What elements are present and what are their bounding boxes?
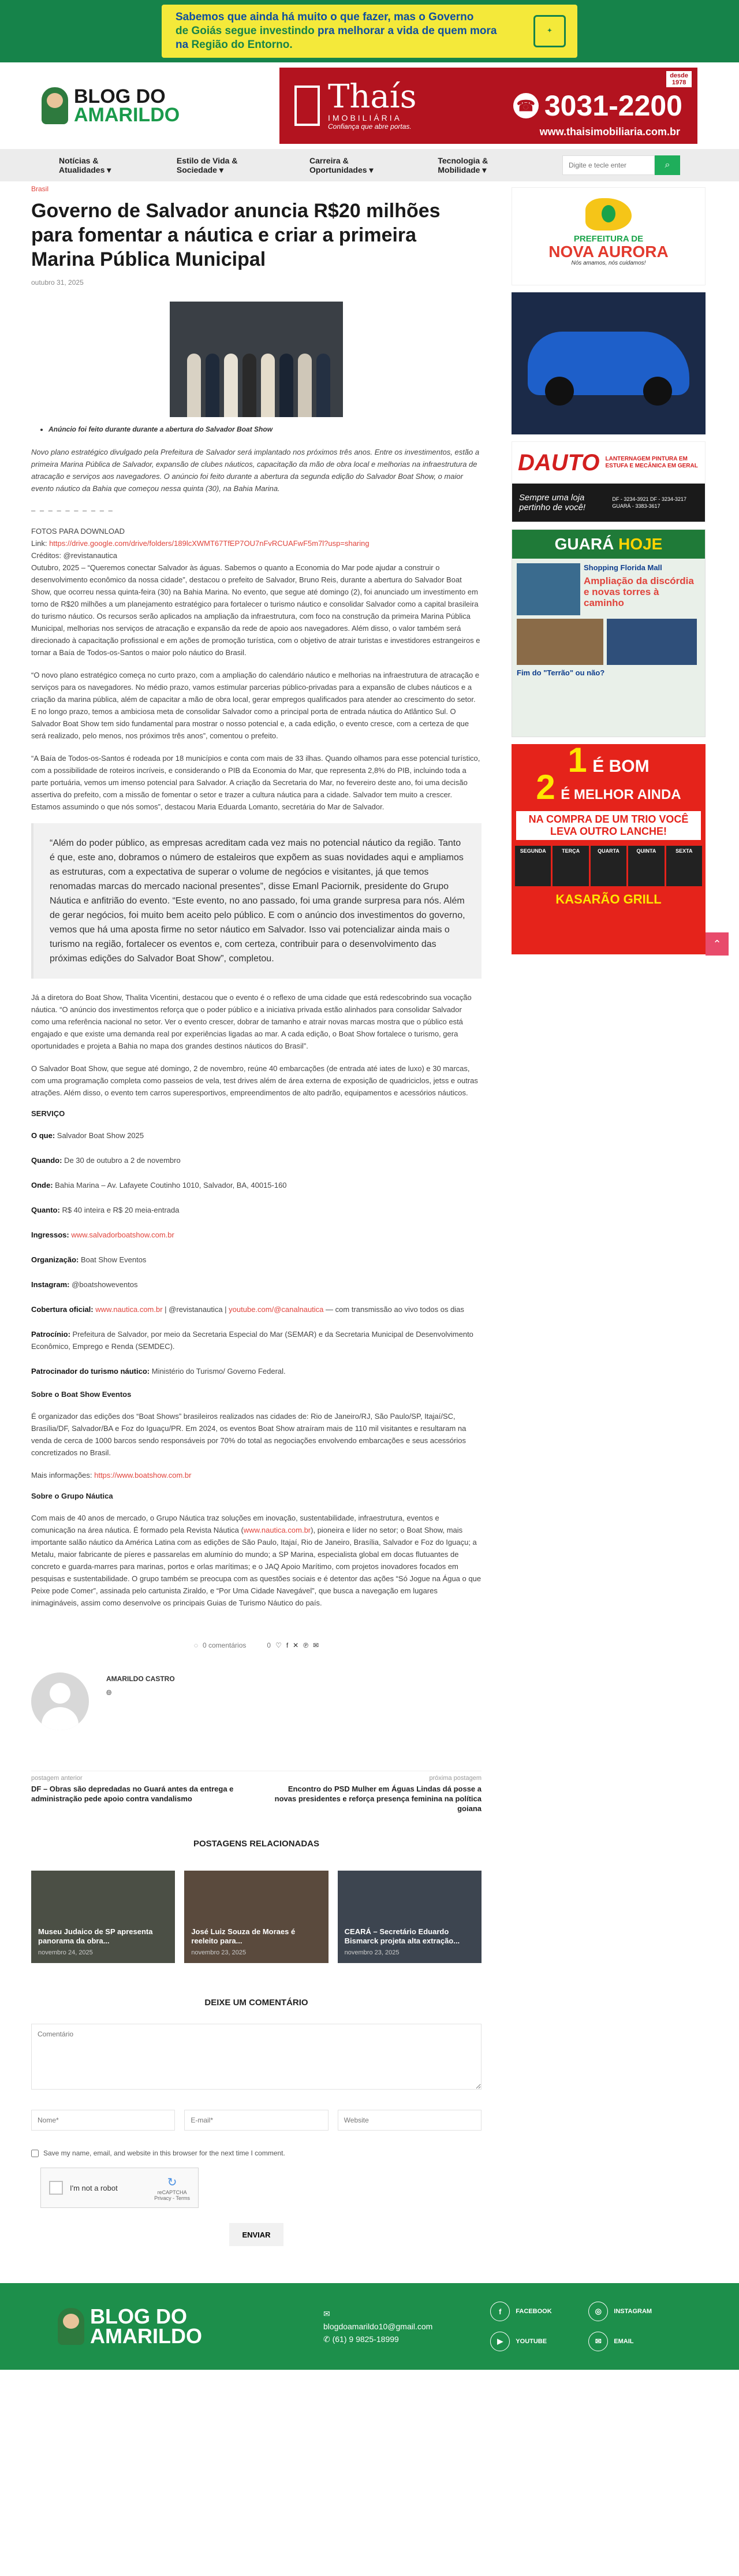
government-ad-text: Sabemos que ainda há muito o que fazer, mas o Governo de Goiás segue investindo pra melhorar a vida de quem mora na Região do Entorno. <box>176 11 497 51</box>
mascot-icon <box>58 2308 84 2345</box>
related-card[interactable] <box>184 1871 328 1963</box>
email-icon: ✉ <box>588 2332 608 2351</box>
guara-photo <box>517 619 603 665</box>
service-where: Onde: Bahia Marina – Av. Lafayete Coutinho 1010, Salvador, BA, 40015-160 <box>31 1181 287 1190</box>
nav-item-estilo[interactable]: Estilo de Vida & Sociedade ▾ <box>176 155 238 174</box>
instagram-icon: ◎ <box>588 2302 608 2321</box>
next-post-title: Encontro do PSD Mulher em Águas Lindas dá posse a novas presidentes e reforça presença feminina na política goiana <box>274 1785 482 1813</box>
article-paragraph-3: “A Baía de Todos-os-Santos é rodeada por 18 municípios e conta com mais de 33 ilhas. Quando olhamos para esse potencial turístico, com a possibilidade de roteiros incríveis, e considerando o PIB da Economia do Mar, que representa 2,8% do PIB, incluindo toda a parte portuária, vemos um imenso potencial para Salvador. A criação da Secretaria do Mar, no fevereiro deste ano, foi uma decisão assertiva do prefeito, com a missão de fomentar o setor e trazer a cultura náutica para a cidade. Salvador tem muito a crescer. Estamos assumindo o que nós somos”, destacou Maria Eduarda Lomanto, secretária do Mar de Salvador. <box>31 754 480 811</box>
site-logo-text: BLOG DO AMARILDO <box>74 86 180 126</box>
footer-social <box>490 2302 686 2351</box>
recaptcha-label: I'm not a robot <box>70 2183 118 2192</box>
site-header <box>0 62 739 149</box>
guara-hoje-masthead: GUARÁ HOJE <box>512 530 705 559</box>
tickets-link[interactable]: www.salvadorboatshow.com.br <box>69 1231 174 1239</box>
service-coverage: Cobertura oficial: www.nautica.com.br | @revistanautica | youtube.com/@canalnautica — com transmissão ao vivo todos os dias <box>31 1305 464 1314</box>
drive-link[interactable]: https://drive.google.com/drive/folders/189lcXWMT67TfEP7OU7nFvRCUAFwF5m7l?usp=sharing <box>49 539 370 548</box>
dauto-slogan: Sempre uma loja pertinho de você! <box>519 493 586 512</box>
footer-contact <box>323 2307 432 2345</box>
share-count: 0 <box>267 1641 271 1649</box>
article-quote: “Além do poder público, as empresas acreditam cada vez mais no potencial náutico da região. Tanto é que, este ano, dobramos o número de estaleiros que expõem as suas novidades aqui e ampliamos as estruturas, com a expectativa de superar o volume de negócios e visitantes, já que temos renomadas marcas do mercado nacional presentes”, disse Emanl Paciornik, presidente do Grupo Náutica e anfitrião do evento. “Este evento, no ano passado, foi uma grande surpresa para nós. Além de gerar negócios, foi muito bem aceito pelo público. E com o anúncio dos investimentos do governo, vemos que há uma aposta firme no setor náutico em Salvador. Isso vai potencializar ainda mais o turismo na região, fortalecer os eventos e, com certeza, contribuir para o desenvolvimento das próximas edições do Salvador Boat Show”, completou. <box>31 823 482 979</box>
search-box <box>562 155 680 175</box>
bom-day: QUARTA <box>591 846 626 886</box>
service-title: SERVIÇO <box>31 1109 65 1118</box>
service-what: O que: Salvador Boat Show 2025 <box>31 1131 144 1140</box>
prev-post-title: DF – Obras são depredadas no Guará antes da entrega e administração pede apoio contra vandalismo <box>31 1785 234 1803</box>
service-sponsorship: Patrocínio: Prefeitura de Salvador, por meio da Secretaria Especial do Mar (SEMAR) e da Secretaria Municipal de Desenvolvimento Econômico, Emprego e Renda (SEMDEC). <box>31 1330 473 1351</box>
guara-headline-1: Shopping Florida Mall <box>584 563 662 572</box>
bom-day: SEXTA <box>666 846 702 886</box>
bom-line-1: 1 É BOM <box>568 744 650 779</box>
recaptcha-checkbox[interactable] <box>49 2181 63 2195</box>
real-estate-ad[interactable] <box>279 68 697 144</box>
footer-facebook[interactable]: f FACEBOOK <box>490 2302 588 2321</box>
comment-fields <box>31 2110 482 2131</box>
submit-comment-button[interactable]: ENVIAR <box>229 2223 283 2246</box>
bom-promo: NA COMPRA DE UM TRIO VOCÊ LEVA OUTRO LANCHE! <box>516 811 701 840</box>
about-boatshow-title: Sobre o Boat Show Eventos <box>31 1390 132 1399</box>
car-image <box>528 332 689 395</box>
comments-count[interactable]: 0 comentários <box>203 1641 247 1649</box>
related-card-date: novembro 23, 2025 <box>191 1949 247 1956</box>
sidebar <box>512 181 706 2283</box>
article-paragraph-5: O Salvador Boat Show, que segue até domingo, 2 de novembro, reúne 40 embarcações (de entrada até iates de luxo) e 30 marcas, com uma programação completa como passeios de vela, test drives além de área externa de exposição de quadriciclos, jetss e outras atrações. Além disso, o evento tem carros superesportivos, empreendimentos de alto padrão, equipamentos e acessórios náuticos. <box>31 1064 478 1097</box>
content-wrapper <box>0 181 739 2283</box>
article-paragraph-4: Já a diretora do Boat Show, Thalita Vicentini, destacou que o evento é o reflexo de uma cidade que está redescobrindo sua vocação náutica. “O anúncio dos investimentos reforça que o poder público e a iniciativa privada estão alinhados para consolidar Salvador como uma referência nacional no setor. Ver o evento crescer, dobrar de tamanho e atrair novas marcas mostra que o público está engajado e que existe uma demanda real por experiências ligadas ao mar. A cada edição, o Boat Show fortalece o turismo, gera oportunidades e projeta a Bahia no mapa dos grandes destinos náuticos do Brasil”. <box>31 993 472 1050</box>
chevron-down-icon: ▾ <box>219 165 223 174</box>
top-banner-bar <box>0 0 739 62</box>
related-card-date: novembro 24, 2025 <box>38 1949 93 1956</box>
service-organizer: Organização: Boat Show Eventos <box>31 1255 147 1264</box>
guara-hoje-ad[interactable] <box>512 529 706 737</box>
search-icon: ⌕ <box>665 160 670 170</box>
phone-icon: ☎ <box>513 93 539 118</box>
article-paragraph-1: Outubro, 2025 – “Queremos conectar Salvador às águas. Sabemos o quanto a Economia do Mar pode ajudar a construir o desenvolvimento econômico da nossa cidade”, destacou o prefeito de Salvador, Bruno Reis, durante a abertura do Salvador Boat Show, que ocorreu nessa quinta-feira (30) na Bahia Marina. No evento, que segue até domingo (2), foi anunciado um investimento em torno de R$20 milhões a um planejamento estratégico para fortalecer o turismo náutico e consolidar Salvador como a capital brasileira do turismo náutico. Os recursos serão aplicados na ampliação da infraestrutura, com foco na construção da primeira Marina Pública Municipal, melhorias nos serviços de atracação e expansão da rede de apoio aos navegadores. Além disso, o valor também será direcionado à capacitação profissional e em ações de promoção turística, com o objetivo de atrair turistas e investidores estrangeiros e tornar a Baía de Todos-os-Santos o maior polo náutico do Brasil. <box>31 563 480 657</box>
guara-photo <box>607 619 697 665</box>
footer-email[interactable]: blogdoamarildo10@gmail.com <box>323 2322 433 2331</box>
imob-since-badge: desde 1978 <box>666 71 692 87</box>
prev-post-label: postagem anterior <box>31 1775 83 1782</box>
mascot-icon <box>42 87 68 124</box>
dauto-sub: LANTERNAGEM PINTURA EM ESTUFA E MECÂNICA EM GERAL <box>605 456 698 469</box>
related-card-date: novembro 23, 2025 <box>344 1949 400 1956</box>
prev-post[interactable] <box>31 1775 239 1813</box>
email-icon[interactable]: ✉ <box>313 1641 319 1649</box>
service-tickets: Ingressos: www.salvadorboatshow.com.br <box>31 1231 174 1239</box>
imob-site: www.thaisimobiliaria.com.br <box>539 126 680 137</box>
photo-caption: • Anúncio foi feito durante durante a abertura do Salvador Boat Show <box>48 425 482 433</box>
about-nautica-text: Com mais de 40 anos de mercado, o Grupo Náutica traz soluções em inovação, sustentabilidade, infraestrutura, eventos e comunicação na área náutica. É formado pela Revista Náutica (www.nautica.com.br), pioneira e líder no setor; o Boat Show, mais importante salão náutico da América Latina com as edições de São Paulo, Itajaí, Rio de Janeiro, Brasília, Salvador e Foz do Iguaçu; a Metalu, maior fabricante de píeres e passarelas em alumínio do mundo; a SP Marina, especialista global em docas flutuantes de concreto e guarda-marres para marinas, portos e orlas marítimas; e o JAQ Apoio Marítimo, com projetos inovadores focados em pesquisas e sustentabilidade. O grupo também se preocupa com as questões sociais e é detentor das ações “Só Jogue na Água o que Peixe pode Comer”, assinada pelo cartunista Ziraldo, e “Por Uma Cidade Navegável”, que busca a navegação em lugares inimagináveis, assim como desenvolve os principais Guias de Turismo Náutico do país. <box>31 1514 482 1607</box>
site-logo[interactable] <box>42 87 180 124</box>
bom-brand: KASARÃO GRILL <box>555 892 662 906</box>
guara-headline-3: Fim do "Terrão" ou não? <box>517 668 605 677</box>
bom-day: TERÇA <box>553 846 588 886</box>
related-card-title: José Luiz Souza de Moraes é reeleito para... <box>191 1927 296 1945</box>
imob-phone: ☎ 3031-2200 <box>513 89 682 122</box>
email-field[interactable] <box>184 2110 328 2131</box>
website-field[interactable] <box>338 2110 482 2131</box>
related-card-title: Museu Judaico de SP apresenta panorama da obra... <box>38 1927 153 1945</box>
chevron-down-icon: ▾ <box>107 165 111 174</box>
heart-icon[interactable]: ♡ <box>275 1641 282 1649</box>
goias-seal-logo: ✦ <box>533 15 566 47</box>
map-icon <box>585 198 632 231</box>
chevron-down-icon: ▾ <box>369 165 374 174</box>
search-button[interactable] <box>655 155 680 175</box>
save-info-checkbox[interactable] <box>31 2150 39 2157</box>
service-when: Quando: De 30 de outubro a 2 de novembro <box>31 1156 181 1165</box>
facebook-icon: f <box>490 2302 510 2321</box>
bom-day: QUINTA <box>628 846 664 886</box>
boatshow-link[interactable]: https://www.boatshow.com.br <box>92 1471 192 1480</box>
article-date: outubro 31, 2025 <box>31 278 84 287</box>
main-nav <box>0 149 739 181</box>
nova-aurora-t3: Nós amamos, nós cuidamos! <box>571 260 646 266</box>
nav-item-tecnologia[interactable]: Tecnologia & Mobilidade ▾ <box>438 155 488 174</box>
link-label: Link: <box>31 539 50 548</box>
comment-form-title: DEIXE UM COMENTÁRIO <box>204 1998 308 2008</box>
author-box <box>31 1672 482 1730</box>
footer-phone[interactable]: (61) 9 9825-18999 <box>332 2335 399 2344</box>
chevron-up-icon: ⌃ <box>712 938 722 950</box>
imob-tagline: Confiança que abre portas. <box>328 122 412 131</box>
separator-dashes: – – – – – – – – – – <box>31 506 114 515</box>
footer-instagram[interactable]: ◎ INSTAGRAM <box>588 2302 686 2321</box>
guara-headline-2: Ampliação da discórdia e novas torres à caminho <box>584 575 694 608</box>
globe-icon[interactable]: 🌐︎ <box>106 1689 112 1697</box>
article-intro: Novo plano estratégico divulgado pela Prefeitura de Salvador será implantado nos próximos três anos. Entre os investimentos, estão a primeira Marina Pública de Salvador, expansão de clubes náuticos, capacitação da mão de obra local e melhorias na infraestrutura de atracação e serviços aos navegadores. O anúncio foi feito durante a abertura da segunda edição do Salvador Boat Show, o maior evento náutico da Bahia que começou nessa quinta (30), na Bahia Marina. <box>31 448 480 493</box>
nova-aurora-t1: PREFEITURA DE <box>573 234 644 244</box>
article-photo <box>170 302 343 417</box>
related-title: POSTAGENS RELACIONADAS <box>193 1839 320 1849</box>
post-navigation <box>31 1771 482 1813</box>
government-ad-banner[interactable] <box>162 5 577 58</box>
name-field[interactable] <box>31 2110 175 2131</box>
service-instagram: Instagram: @boatshoweventos <box>31 1280 138 1289</box>
article-main <box>31 181 482 2283</box>
next-post-label: próxima postagem <box>429 1775 482 1782</box>
more-info: Mais informações: https://www.boatshow.com.br <box>31 1471 192 1480</box>
guara-photo <box>517 563 580 615</box>
related-card[interactable] <box>31 1871 175 1963</box>
save-info-label: Save my name, email, and website in this browser for the next time I comment. <box>43 2149 285 2157</box>
service-price: Quanto: R$ 40 inteira e R$ 20 meia-entrada <box>31 1206 180 1214</box>
author-name[interactable]: AMARILDO CASTRO <box>106 1675 175 1683</box>
recaptcha-widget <box>40 2168 199 2208</box>
facebook-icon[interactable]: f <box>286 1641 289 1649</box>
download-label: FOTOS PARA DOWNLOAD <box>31 527 125 536</box>
chevron-down-icon: ▾ <box>482 165 487 174</box>
whatsapp-icon: ✆ <box>323 2335 330 2344</box>
about-nautica-title: Sobre o Grupo Náutica <box>31 1492 113 1500</box>
site-footer <box>0 2283 739 2370</box>
recaptcha-icon: ↻ <box>167 2176 177 2189</box>
footer-email-link[interactable]: ✉ EMAIL <box>588 2332 686 2351</box>
download-block <box>31 525 482 659</box>
article-category[interactable]: Brasil <box>31 185 49 193</box>
related-card[interactable] <box>338 1871 482 1963</box>
twitter-icon[interactable]: ✕ <box>293 1641 299 1649</box>
kasarao-grill-ad[interactable] <box>512 744 706 954</box>
car-ad[interactable] <box>512 292 706 434</box>
service-tourism-sponsor: Patrocinador do turismo náutico: Ministério do Turismo/ Governo Federal. <box>31 1367 286 1376</box>
envelope-icon: ✉ <box>323 2309 330 2318</box>
dauto-phones: DF - 3234-3921 DF - 3234-3217 GUARÁ - 3383-3617 <box>612 496 686 509</box>
bom-days <box>512 846 706 886</box>
save-info-row <box>31 2149 482 2157</box>
related-card-title: CEARÁ – Secretário Eduardo Bismarck projeta alta extração... <box>344 1927 460 1945</box>
nova-aurora-t2: NOVA AURORA <box>548 243 669 261</box>
bom-line-2: 2 É MELHOR AINDA <box>536 768 681 806</box>
recaptcha-logo: ↻ reCAPTCHA Privacy - Terms <box>154 2176 190 2201</box>
nautica-link[interactable]: www.nautica.com.br <box>93 1305 163 1314</box>
share-bar <box>31 1641 482 1649</box>
back-to-top-button[interactable] <box>706 932 729 956</box>
about-boatshow-text: É organizador das edições dos “Boat Shows” brasileiros realizados nas cidades de: Rio de Janeiro/RJ, São Paulo/SP, Itajaí/SC, Brasília/DF, Salvador/BA e Foz do Iguaçu/PR. Em 2024, os eventos Boat Show atraíram mais de 110 mil visitantes e resultaram na venda de cerca de 1000 barcos sendo responsáveis por 70% do total as negociações envolvendo embarcações e seus acessórios concretizados no Brasil. <box>31 1412 466 1457</box>
nav-item-noticias[interactable]: Notícias & Atualidades ▾ <box>59 155 111 174</box>
pinterest-icon[interactable]: ℗ <box>303 1641 309 1649</box>
imob-brand: Thaís <box>328 78 417 116</box>
youtube-link[interactable]: youtube.com/@canalnautica <box>229 1305 324 1314</box>
footer-logo[interactable] <box>58 2304 202 2348</box>
comment-icon: ◌ <box>193 1641 198 1649</box>
youtube-icon: ▶ <box>490 2332 510 2351</box>
footer-logo-text: BLOG DO AMARILDO <box>90 2304 202 2348</box>
nova-aurora-ad[interactable] <box>512 187 706 285</box>
related-posts <box>31 1871 482 1963</box>
photo-credits: Créditos: @revistanautica <box>31 551 118 560</box>
dauto-ad[interactable] <box>512 441 706 522</box>
next-post[interactable] <box>274 1775 482 1813</box>
imob-sub: IMOBILIÁRIA <box>328 113 402 122</box>
footer-youtube[interactable]: ▶ YOUTUBE <box>490 2332 588 2351</box>
comment-textarea[interactable] <box>31 2024 482 2090</box>
article-title: Governo de Salvador anuncia R$20 milhões para fomentar a náutica e criar a primeira Marina Pública Municipal <box>31 200 441 270</box>
article-paragraph-2: “O novo plano estratégico começa no curto prazo, com a ampliação do calendário náutico e melhorias na infraestrutura de atracação e serviços para os navegadores. No médio prazo, vamos estimular parcerias público-privadas para a expansão de clubes náuticos e a criação da marina pública, além de capacitar a mão de obra local, gerar empregos qualificados para atender ao crescimento do setor. E no longo prazo, temos a ambiciosa meta de consolidar Salvador como a principal porta de entrada náutica do Atlântico Sul. O Salvador Boat Show tem sido fundamental para mostrar o nosso potencial e, a cada edição, o evento cresce, com a certeza de que será realizado, pelo menos, nos próximos três anos”, comentou o prefeito. <box>31 671 480 740</box>
author-avatar[interactable] <box>31 1672 89 1730</box>
search-input[interactable] <box>562 155 655 175</box>
nautica-site-link[interactable]: www.nautica.com.br <box>243 1526 311 1534</box>
nav-item-carreira[interactable]: Carreira & Oportunidades ▾ <box>309 155 374 174</box>
dauto-brand: DAUTO <box>518 449 600 475</box>
door-icon <box>294 86 320 126</box>
bom-day: SEGUNDA <box>515 846 551 886</box>
